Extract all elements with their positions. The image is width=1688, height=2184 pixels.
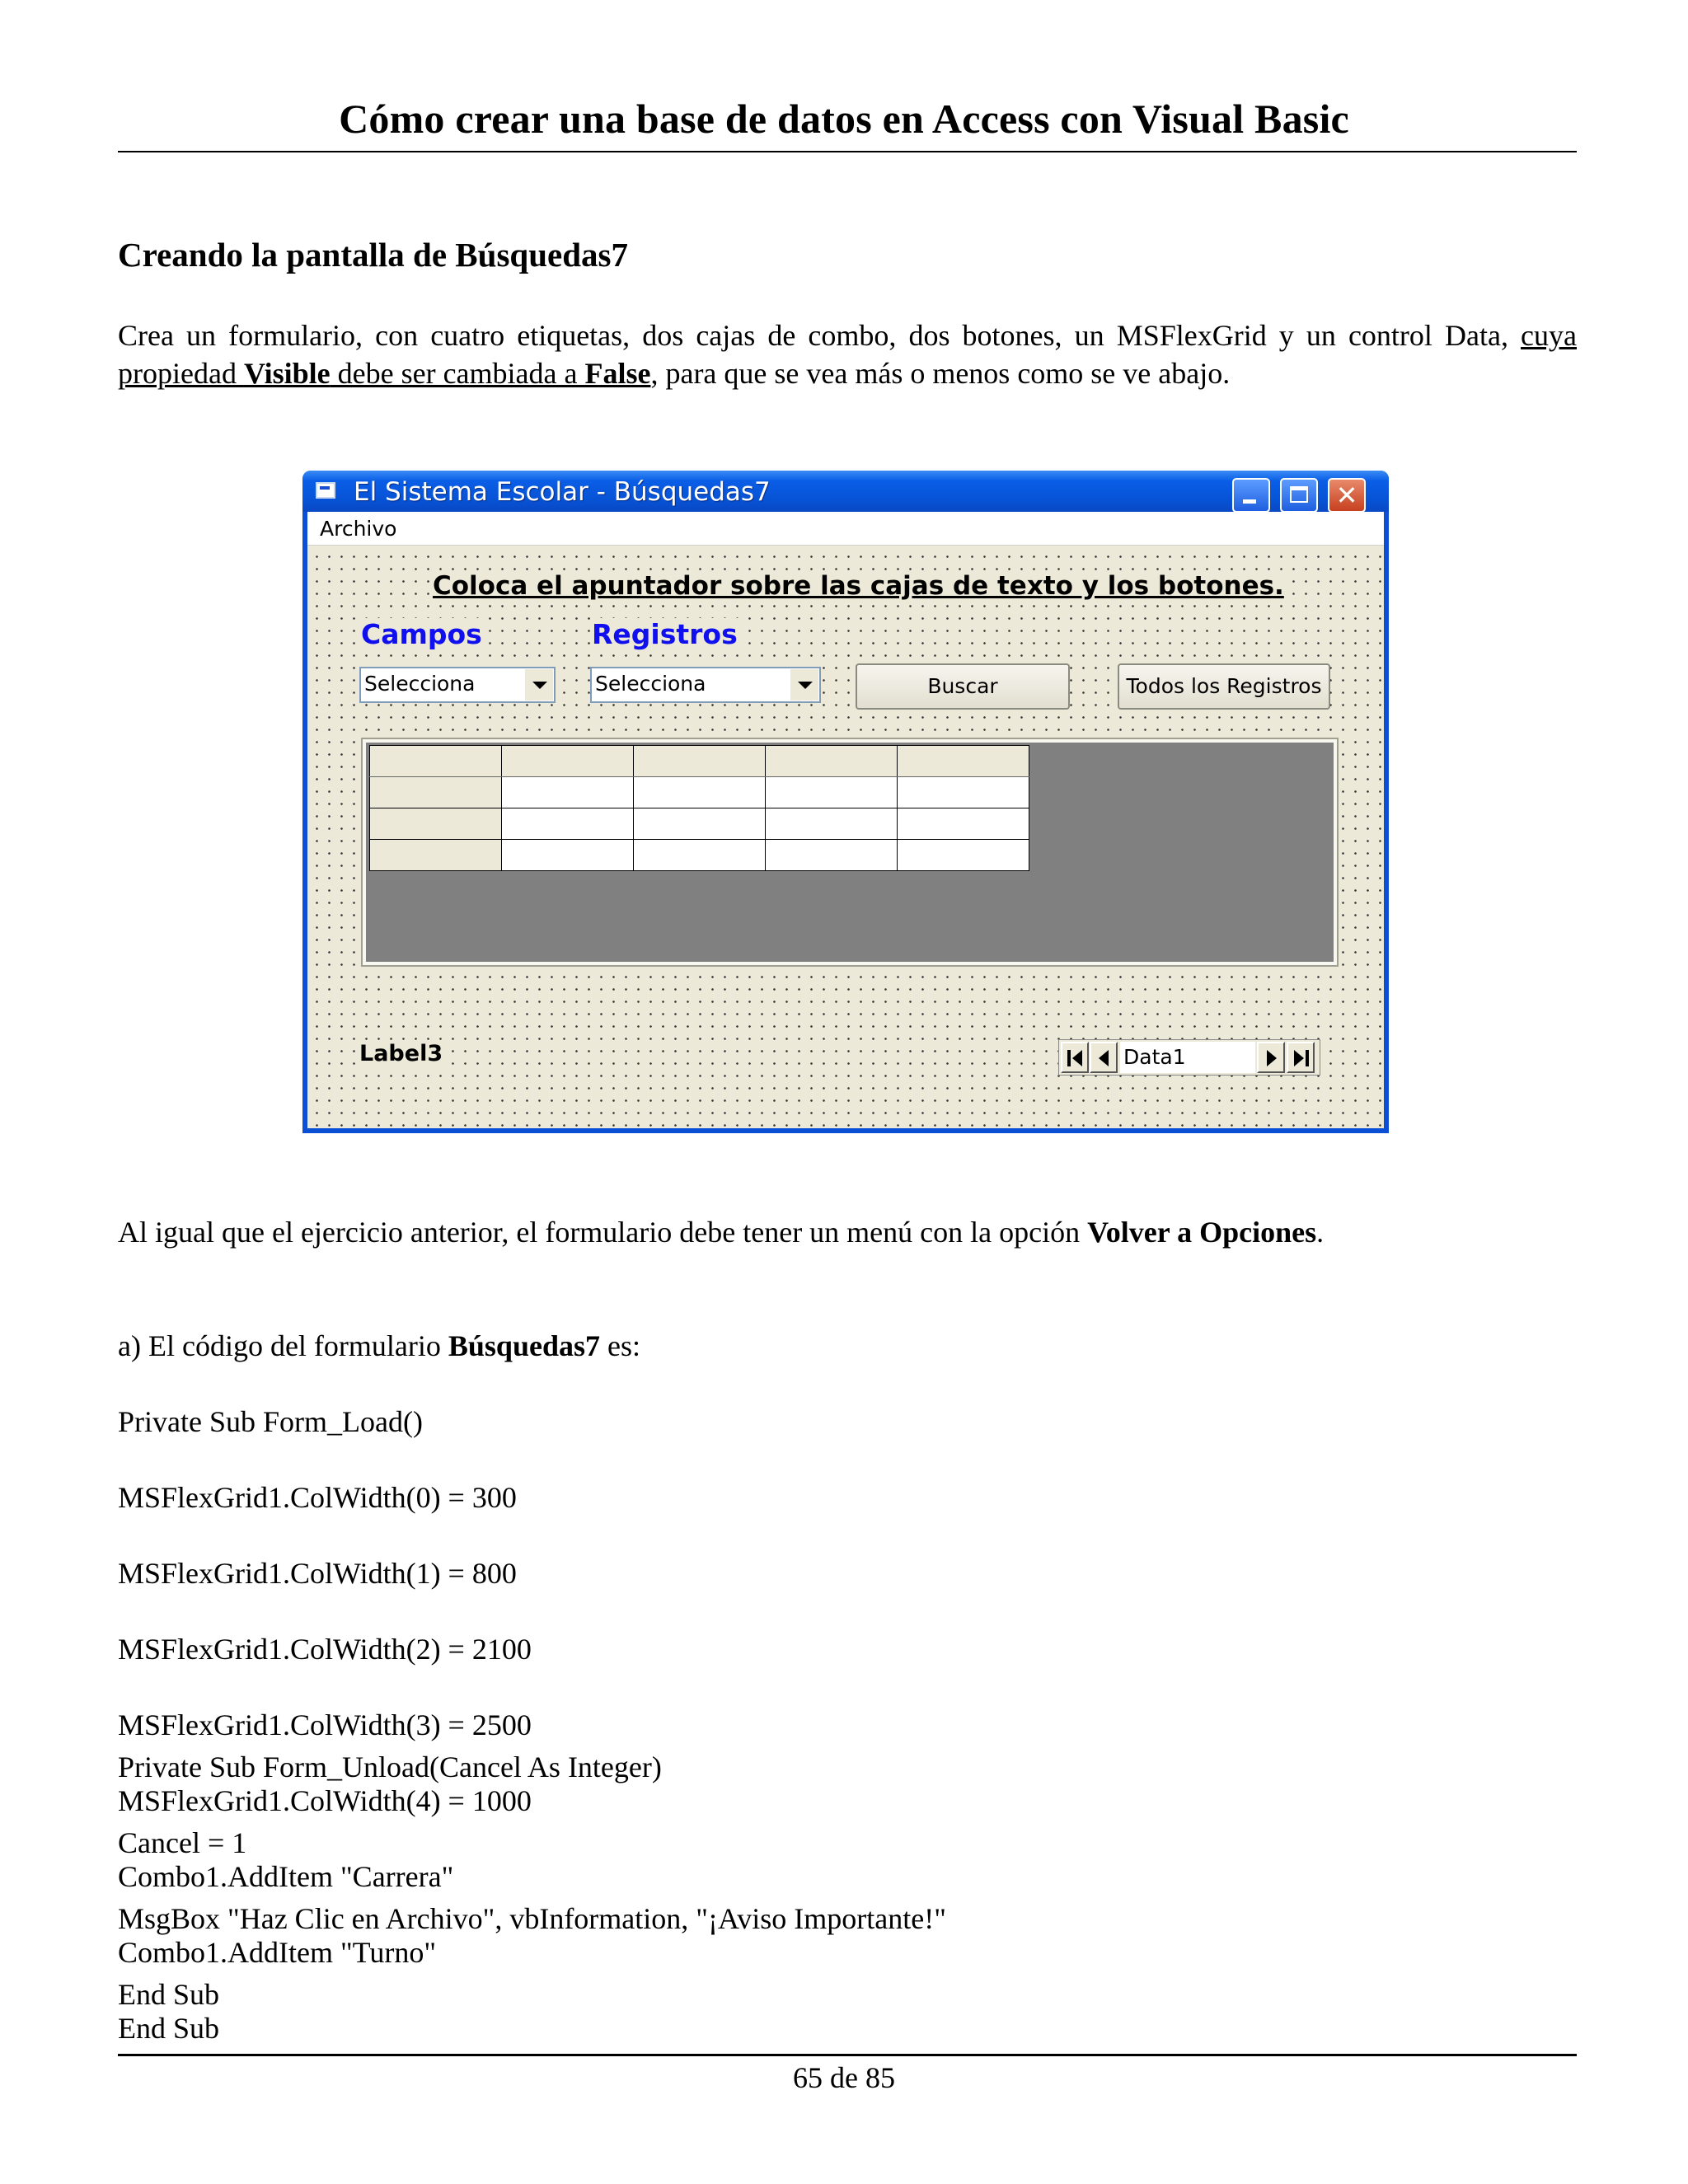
code-line: Combo1.AddItem "Carrera" — [118, 1860, 454, 1893]
intro-false-bold: False — [584, 357, 651, 390]
todos-los-registros-button[interactable]: Todos los Registros — [1118, 663, 1330, 710]
move-first-icon — [1067, 1050, 1071, 1066]
code-line: MsgBox "Haz Clic en Archivo", vbInformation, "¡Aviso Importante!" — [118, 1902, 946, 1935]
intro-underlined-text-2: debe ser cambiada a — [330, 357, 585, 390]
minimize-icon — [1243, 499, 1256, 504]
intro-text: Crea un formulario, con cuatro etiquetas, dos cajas de combo, dos botones, un MSFlexGrid y un control Data, — [118, 319, 1522, 352]
close-button[interactable] — [1328, 478, 1366, 513]
registros-combo-value: Selecciona — [595, 672, 706, 696]
form-window — [302, 471, 1389, 1133]
grid-cell — [370, 808, 502, 840]
chevron-down-icon[interactable] — [789, 669, 818, 701]
volver-a-opciones-bold: Volver a Opciones — [1087, 1216, 1317, 1249]
paragraph-igual-end: . — [1316, 1216, 1325, 1249]
code-line: MSFlexGrid1.ColWidth(3) = 2500 — [118, 1708, 532, 1741]
grid-cell[interactable] — [502, 840, 634, 871]
grid-cell — [766, 746, 898, 777]
label3: Label3 — [359, 1041, 443, 1066]
intro-text-end: , para que se vea más o menos como se ve abajo. — [650, 357, 1231, 390]
close-icon: ✕ — [1335, 480, 1358, 511]
move-last-icon — [1306, 1050, 1309, 1066]
grid-cell — [370, 746, 502, 777]
grid-cell[interactable] — [766, 840, 898, 871]
flexgrid-table — [369, 745, 1029, 871]
code-intro-end: es: — [599, 1329, 640, 1362]
footer-rule — [118, 2054, 1577, 2056]
grid-cell[interactable] — [634, 840, 766, 871]
grid-cell — [898, 746, 1029, 777]
campos-combo[interactable] — [359, 667, 556, 703]
code-line: Cancel = 1 — [118, 1826, 247, 1859]
grid-cell[interactable] — [898, 808, 1029, 840]
move-first-button[interactable] — [1061, 1042, 1089, 1073]
window-title: El Sistema Escolar - Búsquedas7 — [354, 477, 771, 507]
paragraph-igual-text: Al igual que el ejercicio anterior, el formulario debe tener un menú con la opción — [118, 1216, 1088, 1249]
intro-paragraph — [118, 316, 1577, 392]
minimize-button[interactable] — [1232, 478, 1270, 513]
buscar-button[interactable]: Buscar — [856, 663, 1070, 710]
grid-cell — [634, 746, 766, 777]
grid-row — [370, 777, 1029, 808]
page-header-title: Cómo crear una base de datos en Access con Visual Basic — [339, 96, 1349, 142]
move-previous-icon — [1099, 1050, 1109, 1066]
maximize-icon — [1290, 486, 1308, 503]
grid-row — [370, 808, 1029, 840]
data1-control — [1058, 1039, 1320, 1076]
grid-cell — [370, 777, 502, 808]
grid-cell — [370, 840, 502, 871]
registros-label: Registros — [592, 618, 738, 650]
code-line: Private Sub Form_Load() — [118, 1405, 423, 1438]
move-last-arrow-icon — [1294, 1050, 1304, 1066]
section-title: Creando la pantalla de Búsquedas7 — [118, 236, 628, 274]
grid-cell — [502, 746, 634, 777]
grid-row — [370, 840, 1029, 871]
page-number: 65 de 85 — [793, 2061, 895, 2094]
data1-caption: Data1 — [1120, 1042, 1255, 1073]
header-rule — [118, 151, 1577, 152]
grid-cell[interactable] — [766, 808, 898, 840]
instruction-label: Coloca el apuntador sobre las cajas de texto y los botones. — [429, 571, 1287, 601]
code-intro — [118, 1327, 640, 1365]
move-previous-button[interactable] — [1090, 1042, 1118, 1073]
grid-cell[interactable] — [766, 777, 898, 808]
menu-archivo[interactable]: Archivo — [320, 517, 397, 541]
grid-cell[interactable] — [898, 777, 1029, 808]
window-titlebar[interactable] — [302, 471, 1389, 512]
form-client-area — [307, 512, 1384, 1128]
code-line: MSFlexGrid1.ColWidth(1) = 800 — [118, 1557, 517, 1590]
grid-header-row — [370, 746, 1029, 777]
code-line: MSFlexGrid1.ColWidth(2) = 2100 — [118, 1633, 532, 1666]
code-block-unload — [118, 1710, 946, 2051]
code-intro-text: a) El código del formulario — [118, 1329, 448, 1362]
intro-underlined-text: cuya propiedad — [118, 319, 1577, 390]
grid-cell[interactable] — [634, 808, 766, 840]
registros-combo[interactable] — [590, 667, 821, 703]
menu-bar — [307, 512, 1384, 546]
code-line: End Sub — [118, 2012, 220, 2045]
move-first-arrow-icon — [1072, 1050, 1082, 1066]
code-line: Combo1.AddItem "Turno" — [118, 1936, 437, 1969]
move-next-button[interactable] — [1257, 1042, 1285, 1073]
grid-cell[interactable] — [502, 777, 634, 808]
chevron-down-icon[interactable] — [523, 669, 553, 701]
paragraph-igual — [118, 1213, 1324, 1251]
grid-cell[interactable] — [898, 840, 1029, 871]
code-line: MSFlexGrid1.ColWidth(0) = 300 — [118, 1481, 517, 1514]
campos-label: Campos — [361, 618, 482, 650]
grid-cell[interactable] — [502, 808, 634, 840]
campos-combo-value: Selecciona — [364, 672, 476, 696]
code-line: MSFlexGrid1.ColWidth(4) = 1000 — [118, 1784, 532, 1817]
grid-cell[interactable] — [634, 777, 766, 808]
intro-visible-bold: Visible — [243, 357, 331, 390]
form-icon — [316, 482, 335, 499]
move-next-icon — [1267, 1050, 1277, 1066]
msflexgrid[interactable] — [363, 739, 1337, 965]
code-line: End Sub — [118, 1978, 220, 2011]
code-line: Private Sub Form_Unload(Cancel As Integer) — [118, 1750, 662, 1783]
move-last-button[interactable] — [1287, 1042, 1315, 1073]
maximize-button[interactable] — [1280, 478, 1318, 513]
code-intro-bold: Búsquedas7 — [448, 1329, 600, 1362]
